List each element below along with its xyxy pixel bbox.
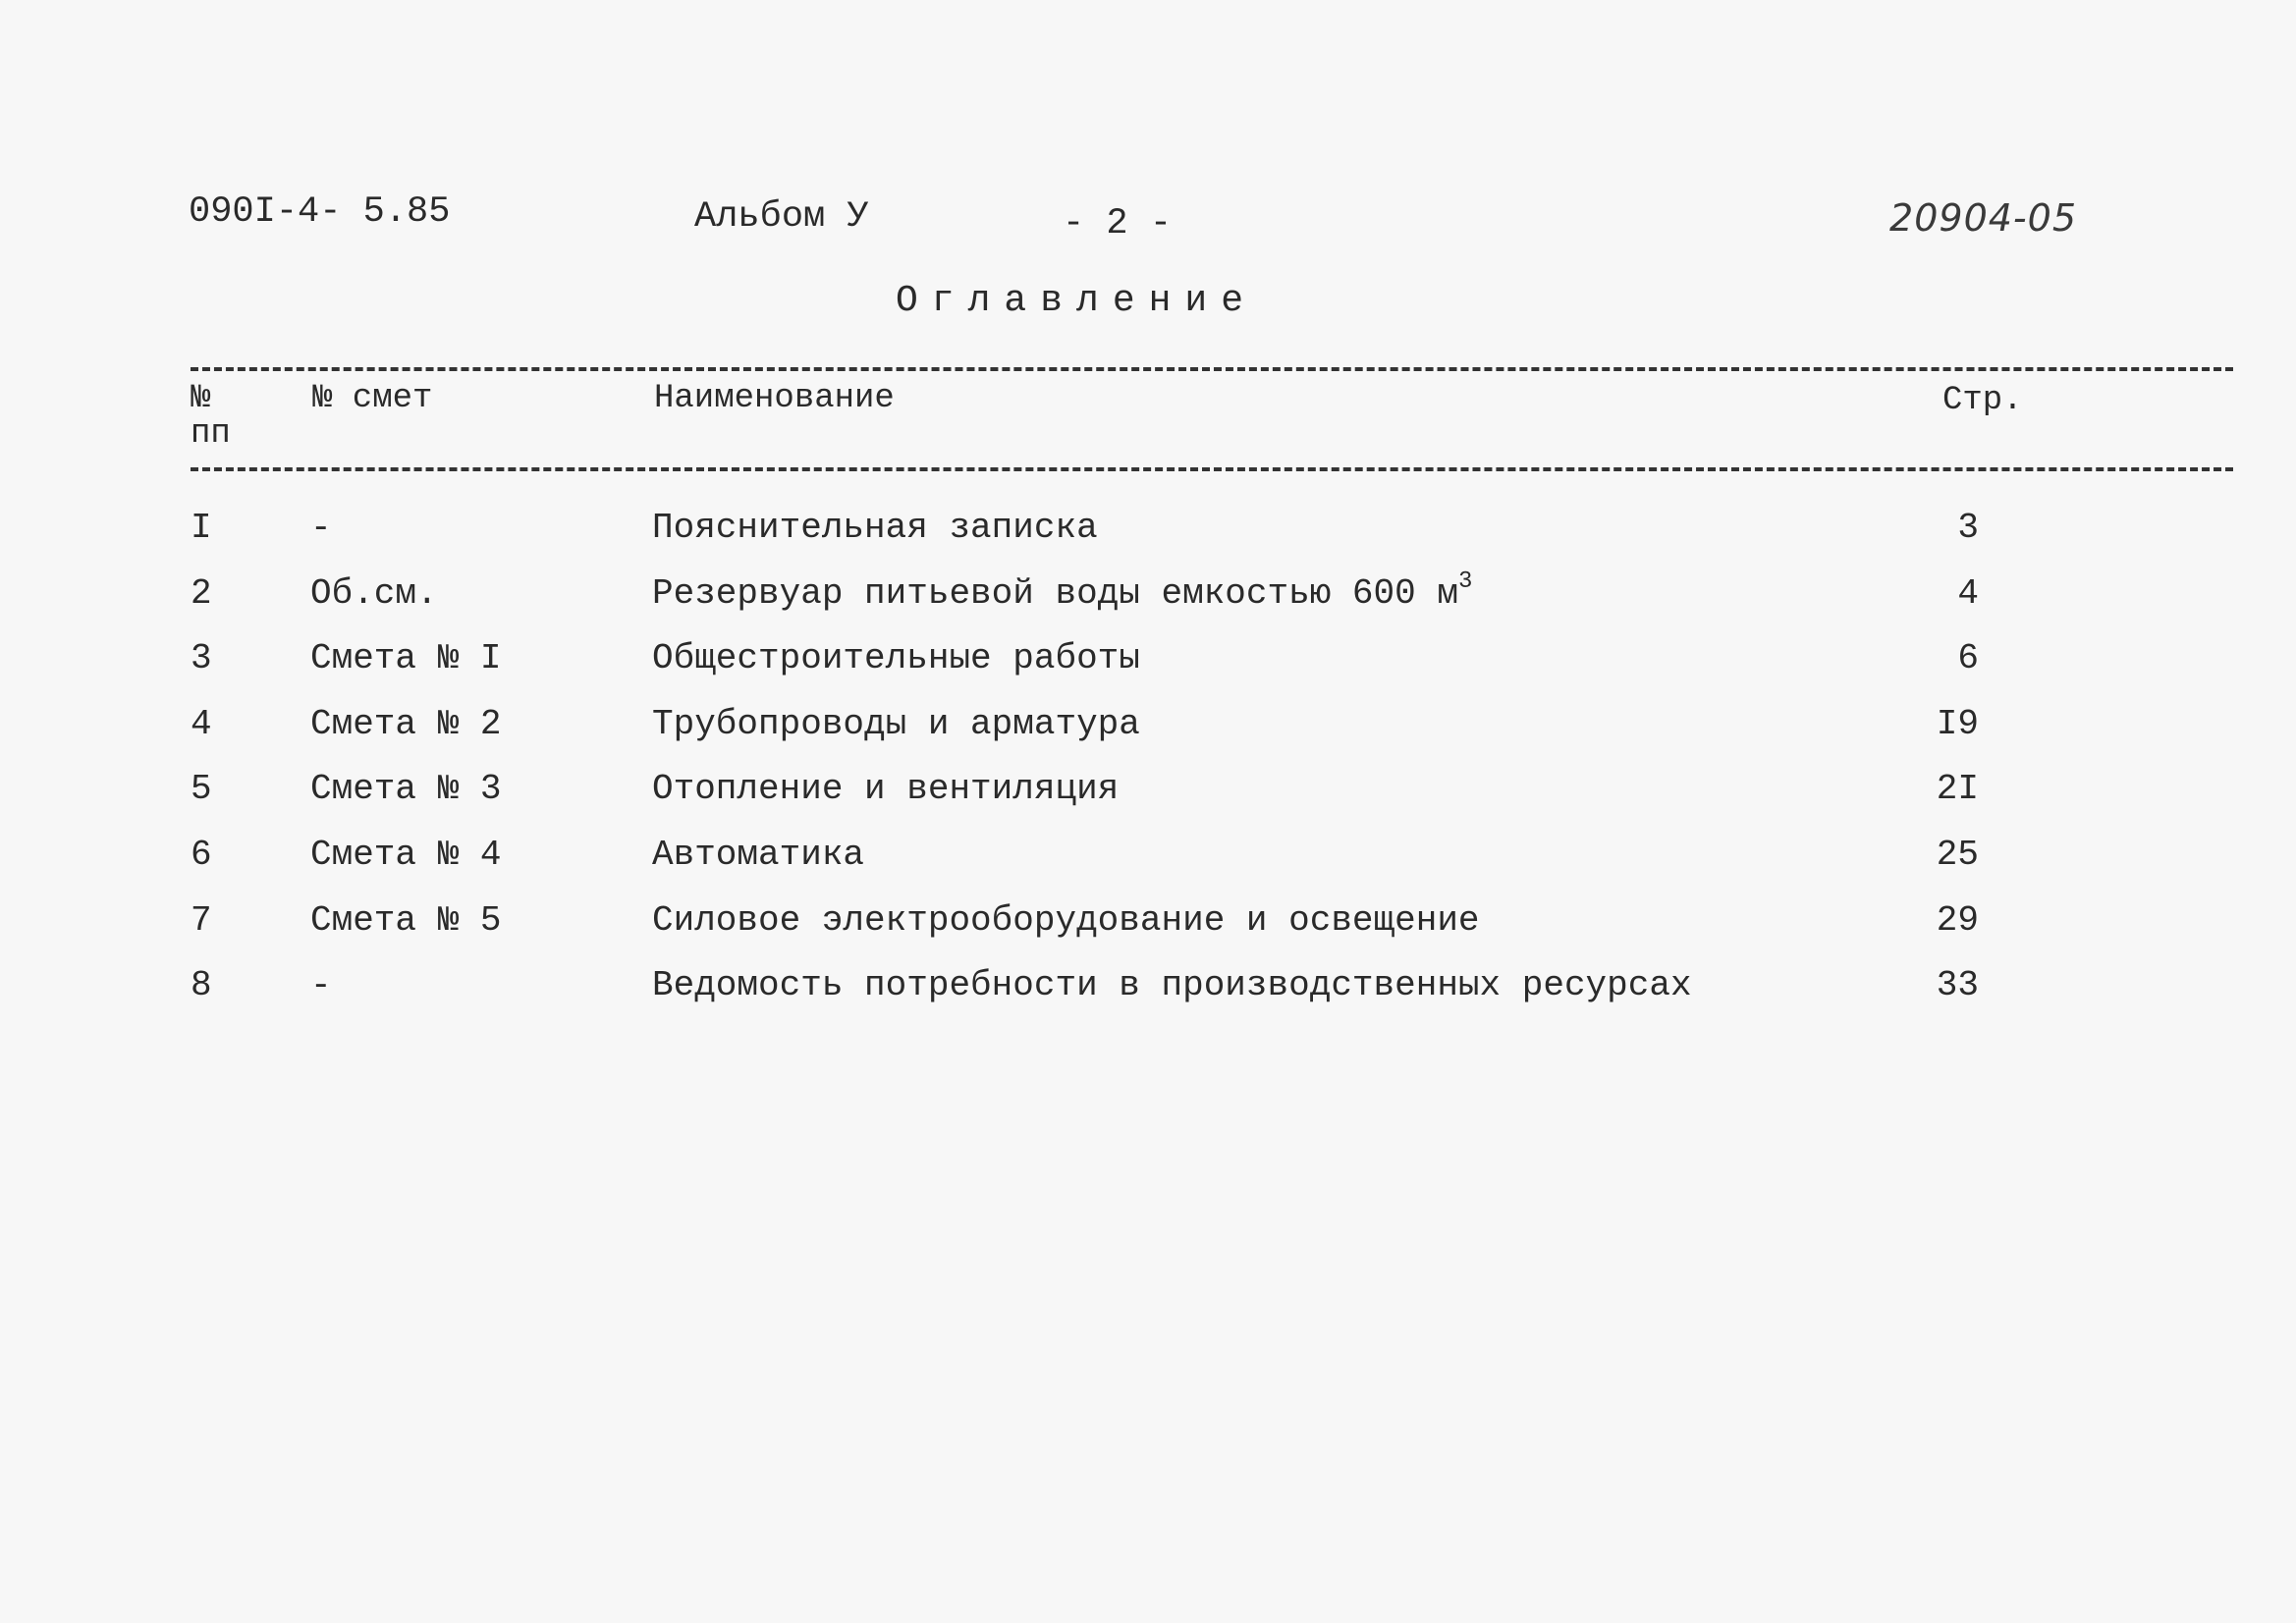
- row-number: 8: [191, 965, 212, 1006]
- row-estimate: Об.см.: [310, 572, 438, 614]
- row-estimate: Смета № 3: [310, 769, 502, 810]
- page-number: - 2 -: [1063, 203, 1173, 244]
- table-row: [0, 834, 2296, 899]
- row-name: [652, 834, 864, 877]
- row-page: 33: [1936, 965, 1979, 1006]
- table-row: [0, 768, 2296, 834]
- row-page: 6: [1957, 638, 1979, 679]
- row-estimate: Смета № 4: [310, 834, 502, 875]
- row-name: [652, 964, 1692, 1007]
- row-number: 5: [191, 769, 212, 810]
- row-name-text: Общестроительные работы: [652, 638, 1140, 679]
- table-row: [0, 637, 2296, 703]
- row-name-text: Отопление и вентиляция: [652, 769, 1120, 810]
- row-page: 3: [1957, 508, 1979, 548]
- row-name: [652, 899, 1480, 943]
- row-name: [652, 637, 1140, 680]
- row-name: [652, 703, 1140, 746]
- row-name-text: Пояснительная записка: [652, 508, 1098, 548]
- row-page: I9: [1936, 703, 1979, 744]
- row-number: I: [191, 508, 212, 548]
- row-name: [652, 768, 1119, 811]
- row-page: 2I: [1936, 769, 1979, 810]
- row-name-text: Автоматика: [652, 834, 865, 875]
- table-row: [0, 507, 2296, 572]
- row-number: 7: [191, 899, 212, 941]
- row-number: 4: [191, 703, 212, 744]
- row-estimate: Смета № 5: [310, 899, 502, 941]
- row-page: 4: [1957, 572, 1979, 614]
- toc-table-body: [0, 507, 2296, 1030]
- column-header-number: [191, 381, 231, 452]
- table-row: [0, 899, 2296, 965]
- page-title: Оглавление: [896, 280, 1258, 322]
- row-name-text: Ведомость потребности в производственных ресурсах: [652, 965, 1692, 1006]
- row-name: [652, 568, 1473, 616]
- column-header-page: Стр.: [1942, 382, 2023, 419]
- row-estimate: Смета № 2: [310, 703, 502, 744]
- album-label: Альбом У: [694, 196, 869, 238]
- table-top-rule: [191, 367, 2233, 371]
- table-row: [0, 964, 2296, 1030]
- document-code: 090I-4- 5.85: [189, 191, 451, 233]
- table-row: [0, 568, 2296, 638]
- row-estimate: -: [310, 508, 332, 548]
- row-number: 6: [191, 834, 212, 875]
- column-header-number-line2: пп: [191, 415, 231, 453]
- row-estimate: Смета № I: [310, 638, 502, 679]
- row-name: [652, 507, 1098, 550]
- row-name-text: Силовое электрооборудование и освещение: [652, 899, 1480, 941]
- row-number: 2: [191, 572, 212, 614]
- row-number: 3: [191, 638, 212, 679]
- row-page: 29: [1936, 899, 1979, 941]
- archive-number-handwritten: 20904-05: [1889, 196, 2077, 240]
- row-name-text: Трубопроводы и арматура: [652, 703, 1140, 744]
- row-name-text: Резервуар питьевой воды емкостью 600 м: [652, 572, 1458, 614]
- row-estimate: -: [310, 965, 332, 1006]
- row-page: 25: [1936, 834, 1979, 875]
- row-name-superscript: 3: [1457, 568, 1473, 595]
- column-header-number-line1: №: [191, 380, 211, 417]
- column-header-name: Наименование: [654, 380, 895, 417]
- table-header-rule: [191, 467, 2233, 471]
- table-row: [0, 703, 2296, 769]
- column-header-estimate: № смет: [312, 380, 433, 417]
